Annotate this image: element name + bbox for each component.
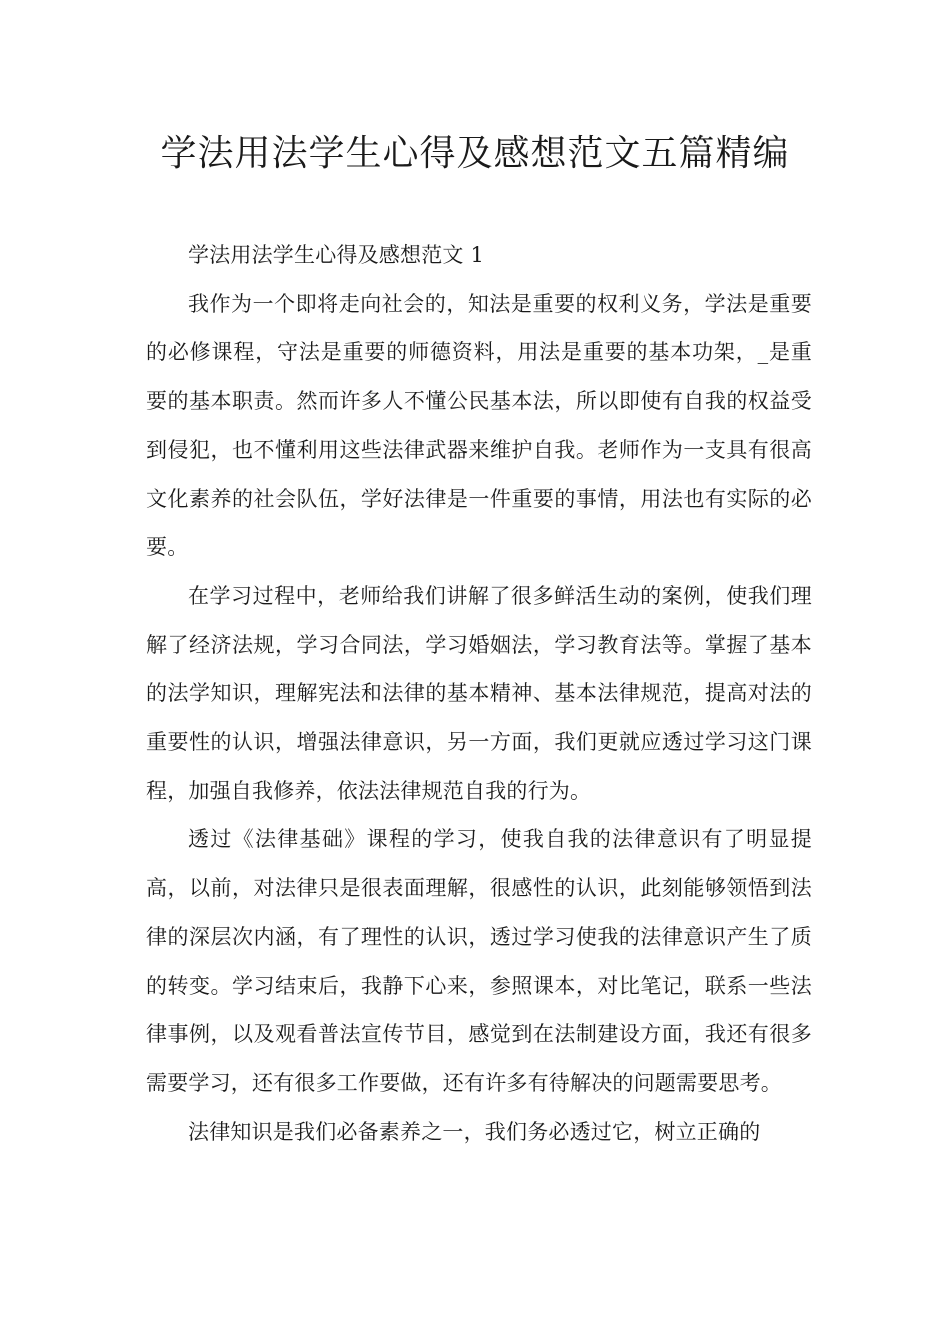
document-body bbox=[146, 231, 812, 1156]
paragraph-3: 透过《法律基础》课程的学习，使我自我的法律意识有了明显提高，以前，对法律只是很表面理解，很感性的认识，此刻能够领悟到法律的深层次内涵，有了理性的认识，透过学习使我的法律意识产生了质的转变。学习结束后，我静下心来，参照课本，对比笔记，联系一些法律事例，以及观看普法宣传节目，感觉到在法制建设方面，我还有很多需要学习，还有很多工作要做，还有许多有待解决的问题需要思考。 bbox=[146, 827, 812, 1095]
paragraph-2: 在学习过程中，老师给我们讲解了很多鲜活生动的案例，使我们理解了经济法规，学习合同法，学习婚姻法，学习教育法等。掌握了基本的法学知识，理解宪法和法律的基本精神、基本法律规范，提高对法的重要性的认识，增强法律意识，另一方面，我们更就应透过学习这门课程，加强自我修养，依法法律规范自我的行为。 bbox=[146, 583, 812, 803]
section-heading: 学法用法学生心得及感想范文 1 bbox=[188, 243, 485, 267]
document-title: 学法用法学生心得及感想范文五篇精编 bbox=[160, 133, 790, 174]
paragraph-1: 我作为一个即将走向社会的，知法是重要的权利义务，学法是重要的必修课程，守法是重要的师德资料，用法是重要的基本功架，_是重要的基本职责。然而许多人不懂公民基本法，所以即使有自我的权益受到侵犯，也不懂利用这些法律武器来维护自我。老师作为一支具有很高文化素养的社会队伍，学好法律是一件重要的事情，用法也有实际的必要。 bbox=[146, 291, 812, 560]
paragraph-4: 法律知识是我们必备素养之一，我们务必透过它，树立正确的 bbox=[188, 1119, 761, 1144]
